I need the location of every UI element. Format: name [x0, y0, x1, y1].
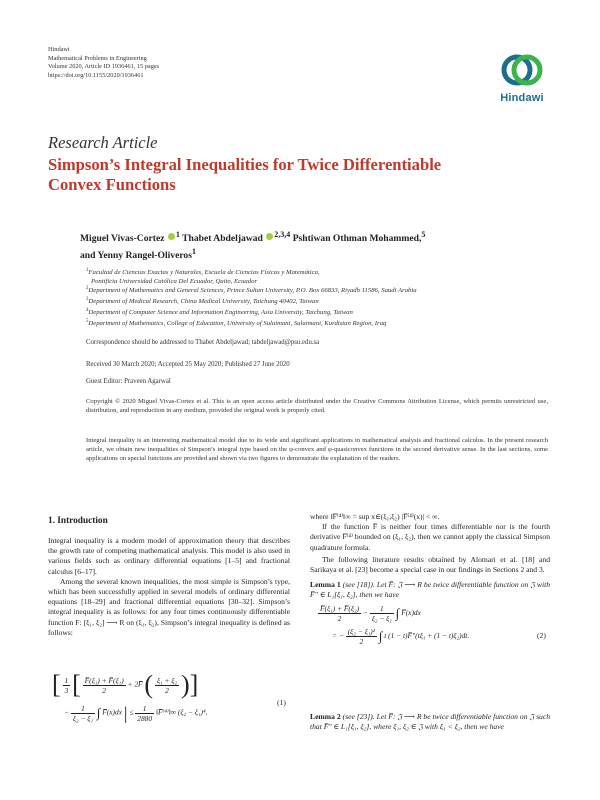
affiliation-5: $^5$Department of Mathematics, College of Education, University of Sulaimani, Sulaimani, Kurdistan Region, Iraq: [86, 319, 387, 328]
paper-title: [48, 155, 518, 194]
author-sup: 1: [191, 246, 196, 256]
author-list: [80, 229, 550, 262]
affiliation-3: $^3$Department of Medical Research, China Medical University, Taichung 40402, Taiwan: [86, 297, 319, 306]
author-sup: 5: [421, 230, 426, 239]
lemma-1: [310, 580, 550, 600]
title-line-2: Convex Functions: [48, 174, 176, 194]
paragraph: If the function F̅ is neither four times differentiable nor is the fourth derivative F̅⁽⁴⁾ bounded on (ξ₁, ξ₂), then we cannot apply the classical Simpson quadrature formula.: [310, 522, 550, 552]
left-column: [48, 536, 290, 638]
lemma-text: (see [23]). Let F̅: 𝔍 ⟶ R be twice differentiable function on 𝔍 such that F̅″ ∈ L₁[ξ₁, ξ₂], where ξ₁, ξ₂ ∈ 𝔍 with ξ₁ < ξ₂, then we have: [310, 712, 550, 732]
author-name[interactable]: Pshtiwan Othman Mohammed,: [292, 233, 422, 245]
lemma-2: [310, 712, 550, 732]
section-heading: 1. Introduction: [48, 516, 108, 526]
journal-doi[interactable]: https://doi.org/10.1155/2020/1936461: [48, 71, 144, 79]
guest-editor: Guest Editor: Praveen Agarwal: [86, 378, 171, 385]
copyright-notice: Copyright © 2020 Miguel Vivas-Cortez et al. This is an open access article distributed under the Creative Commons Attribution License, which permits unrestricted use, distribution, and reproduction in any medium, provided the original work is properly cited.: [86, 398, 548, 415]
right-column: [310, 512, 550, 575]
author-name[interactable]: Thabet Abdeljawad: [182, 233, 263, 245]
logo-text: Hindawi: [500, 92, 544, 104]
author-name[interactable]: and Yenny Rangel-Oliveros: [80, 249, 192, 261]
paragraph: Among the several known inequalities, the most simple is Simpson’s type, which has been successfully applied in several models of ordinary differential equations [18–29] and fractional differential equations [30–32]. Simpson’s integral inequality is as follows: for any four times continuously differentiable function F: [ξ₁, ξ₂] ⟶ R on (ξ₁, ξ₂), Simpson’s integral inequality is defined as follows:: [48, 576, 290, 637]
orcid-icon[interactable]: [168, 233, 175, 240]
affiliation-1: $^1$Facultad de Ciencias Exactas y Naturales, Escuela de Ciencias Físicas y Matemática, Pontificia Universidad Católica Del Ecuador, Quito, Ecuador: [86, 268, 320, 285]
paragraph: Integral inequality is a modern model of approximation theory that describes the growth rate of competing mathematical analysis. This model is also used in various fields such as ordinary differential equations [1–5] and fractional calculus [6–17].: [48, 536, 290, 576]
paragraph: where ‖F̅⁽⁴⁾‖∞ = sup x∈(ξ₁,ξ₂) |F̅⁽⁴⁾(x)| < ∞.: [310, 512, 440, 521]
lemma-text: (see [18]). Let F̅: 𝔍 ⟶ R be twice differentiable function on 𝔍 with F̅″ ∈ L₁[ξ₁, ξ₂], then we have: [310, 580, 550, 600]
lemma-label: Lemma 1: [310, 580, 341, 589]
correspondence: Correspondence should be addressed to Thabet Abdeljawad; tabdeljawad@psu.edu.sa: [86, 339, 320, 346]
abstract: Integral inequality is an interesting mathematical model due to its wide and significant applications in mathematical analysis and fractional calculus. In the present research article, we obtain new inequalities of Simpson’s integral type based on the φ-convex and φ-quasiconvex functions in the second derivative sense. In the last sections, some applications on special functions are provided and shown via two figures to demonstrate the explanation of the readers.: [86, 437, 548, 463]
author-sup: 2,3,4: [274, 230, 291, 239]
journal-volume: Volume 2020, Article ID 1936461, 15 pages: [48, 63, 160, 71]
publisher-name: Hindawi: [48, 46, 70, 53]
lemma-label: Lemma 2: [310, 712, 341, 721]
title-line-1: Simpson’s Integral Inequalities for Twice Differentiable: [48, 155, 442, 174]
equation-1: [ $\frac{1}{3}$ [ $\frac{\text{F̅(ξ₁) + F̅(ξ₁)}}{2}$ + 2F̅ ( $\frac{\text{ξ₁ + ξ₂}}{2}$ )] − $\frac{1}{\text{ξ₂ − ξ₁}}$ ∫ F̅(x)dx | ≤ $\frac{1}{2880}$ ‖F̅⁽⁴⁾‖∞ (ξ₂ − ξ₁)⁴,: [52, 670, 208, 723]
article-type: Research Article: [48, 133, 158, 152]
affiliation-4: $^4$Department of Computer Science and Information Engineering, Asia University, Taichung, Taiwan: [86, 308, 353, 317]
author-line-2: [80, 246, 550, 263]
dates: Received 30 March 2020; Accepted 25 May 2020; Published 27 June 2020: [86, 361, 290, 368]
author-name[interactable]: Miguel Vivas-Cortez: [80, 233, 165, 245]
author-line-1: [80, 229, 550, 246]
paragraph: The following literature results obtained by Alomari et al. [18] and Sarikaya et al. [23] become a special case in our findings in Sections 2 and 3.: [310, 554, 550, 575]
orcid-icon[interactable]: [266, 233, 273, 240]
journal-header: [48, 46, 159, 80]
equation-number: (1): [277, 698, 286, 707]
equation-2: $\frac{\text{F̅(ξ₁) + F̅(ξ₂)}}{2}$ − $\frac{1}{\text{ξ₂ − ξ₁}}$ ∫ F̅(x)dx = − $\frac{\text{(ξ₂ − ξ₁)²}}{2}$ ∫ t (1 − t)F̅″(tξ₁ + (1 − t)ξ₂)dt.: [320, 604, 470, 646]
author-sup: 1: [175, 230, 180, 239]
affiliation-2: $^2$Department of Mathematics and General Sciences, Prince Sultan University, P.O. Box 66833, Riyadh 11586, Saudi Arabia: [86, 286, 417, 295]
journal-name: Mathematical Problems in Engineering: [48, 54, 147, 62]
equation-number: (2): [537, 631, 546, 640]
